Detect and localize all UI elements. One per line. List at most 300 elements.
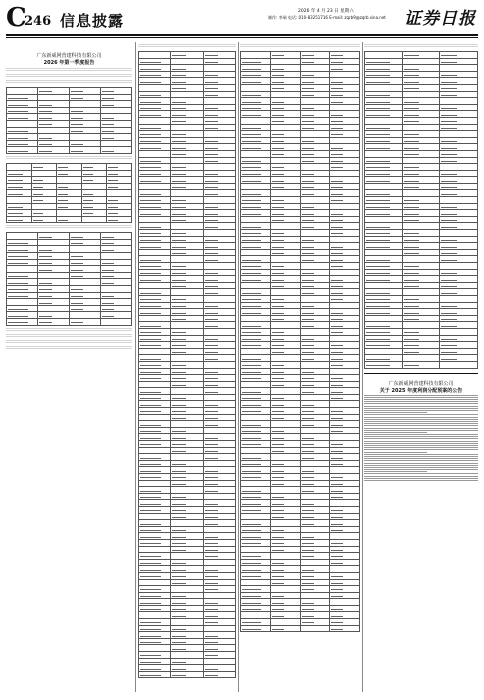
table-cell xyxy=(203,500,235,507)
table-cell xyxy=(38,305,69,312)
table-cell xyxy=(203,124,235,131)
table-cell xyxy=(270,124,300,131)
table-cell xyxy=(203,150,235,157)
table-cell xyxy=(440,335,478,342)
table-cell xyxy=(7,94,38,101)
table-cell xyxy=(203,638,235,645)
table-cell xyxy=(139,408,171,415)
table-row xyxy=(241,474,360,481)
table-cell xyxy=(241,309,271,316)
table-row xyxy=(139,117,236,124)
table-cell xyxy=(300,361,330,368)
table-cell xyxy=(241,572,271,579)
table-cell xyxy=(107,210,132,217)
table-cell xyxy=(139,454,171,461)
newspaper-logo: 证券日报 xyxy=(404,9,476,29)
table-cell xyxy=(402,249,440,256)
table-cell xyxy=(203,625,235,632)
table-cell xyxy=(57,210,82,217)
table-cell xyxy=(270,401,300,408)
table-cell xyxy=(330,381,360,388)
table-cell xyxy=(270,559,300,566)
table-row xyxy=(241,467,360,474)
table-cell xyxy=(171,605,203,612)
table-row xyxy=(139,553,236,560)
table-cell xyxy=(57,196,82,203)
table-cell xyxy=(241,414,271,421)
table-cell xyxy=(7,147,38,154)
table-cell xyxy=(330,157,360,164)
table-cell xyxy=(365,78,403,85)
table-cell xyxy=(330,249,360,256)
table-cell xyxy=(270,256,300,263)
table-cell xyxy=(270,572,300,579)
table-cell xyxy=(171,348,203,355)
table-cell xyxy=(139,276,171,283)
table-cell xyxy=(270,394,300,401)
table-cell xyxy=(330,104,360,111)
table-cell xyxy=(139,203,171,210)
table-cell xyxy=(171,487,203,494)
table-cell xyxy=(69,305,100,312)
table-cell xyxy=(139,566,171,573)
table-cell xyxy=(330,513,360,520)
table-cell xyxy=(402,203,440,210)
table-cell xyxy=(139,533,171,540)
table-cell xyxy=(330,342,360,349)
table-cell xyxy=(171,230,203,237)
table-cell xyxy=(38,127,69,134)
table-cell xyxy=(107,163,132,170)
table-row xyxy=(7,114,132,121)
table-cell xyxy=(203,170,235,177)
table-cell xyxy=(139,381,171,388)
table-cell xyxy=(241,190,271,197)
table-cell xyxy=(139,164,171,171)
table-cell xyxy=(402,197,440,204)
table-row xyxy=(241,526,360,533)
table-row xyxy=(139,144,236,151)
table-cell xyxy=(7,210,32,217)
table-cell xyxy=(330,546,360,553)
table-cell xyxy=(82,177,107,184)
table-cell xyxy=(57,163,82,170)
table-cell xyxy=(402,157,440,164)
table-cell xyxy=(139,434,171,441)
table-row xyxy=(241,269,360,276)
table-row xyxy=(139,210,236,217)
table-cell xyxy=(270,230,300,237)
table-row xyxy=(7,299,132,306)
table-cell xyxy=(330,447,360,454)
table-cell xyxy=(100,266,131,273)
table-row xyxy=(241,559,360,566)
table-cell xyxy=(241,137,271,144)
table-cell xyxy=(38,292,69,299)
table-row xyxy=(241,243,360,250)
table-cell xyxy=(440,276,478,283)
table-cell xyxy=(139,144,171,151)
table-cell xyxy=(7,203,32,210)
issue-date: 2026 年 4 月 23 日 星期六 xyxy=(298,9,354,14)
table-cell xyxy=(139,625,171,632)
table-cell xyxy=(330,124,360,131)
table-cell xyxy=(241,263,271,270)
table-row xyxy=(241,421,360,428)
table-cell xyxy=(171,256,203,263)
table-cell xyxy=(171,315,203,322)
table-cell xyxy=(203,256,235,263)
table-cell xyxy=(241,361,271,368)
table-cell xyxy=(365,117,403,124)
table-cell xyxy=(270,137,300,144)
table-row xyxy=(365,289,478,296)
table-cell xyxy=(300,454,330,461)
table-row xyxy=(365,84,478,91)
table-row xyxy=(365,216,478,223)
table-row xyxy=(7,120,132,127)
table-cell xyxy=(203,645,235,652)
table-cell xyxy=(171,375,203,382)
table-cell xyxy=(270,263,300,270)
table-cell xyxy=(69,120,100,127)
table-row xyxy=(241,197,360,204)
table-cell xyxy=(69,140,100,147)
table-cell xyxy=(270,65,300,72)
table-cell xyxy=(330,302,360,309)
table-cell xyxy=(171,295,203,302)
table-cell xyxy=(38,134,69,141)
table-cell xyxy=(365,355,403,362)
table-cell xyxy=(32,177,57,184)
table-cell xyxy=(100,253,131,260)
table-row xyxy=(139,671,236,678)
table-cell xyxy=(139,513,171,520)
table-cell xyxy=(241,197,271,204)
table-cell xyxy=(203,295,235,302)
table-cell xyxy=(440,269,478,276)
table-row xyxy=(365,335,478,342)
table-cell xyxy=(402,124,440,131)
table-row xyxy=(7,292,132,299)
table-cell xyxy=(171,493,203,500)
table-cell xyxy=(440,223,478,230)
table-row xyxy=(241,216,360,223)
table-cell xyxy=(241,579,271,586)
table-cell xyxy=(82,210,107,217)
table-cell xyxy=(241,144,271,151)
table-row xyxy=(241,427,360,434)
table-cell xyxy=(203,117,235,124)
table-row xyxy=(139,223,236,230)
table-cell xyxy=(300,427,330,434)
table-cell xyxy=(270,566,300,573)
table-row xyxy=(365,361,478,368)
table-cell xyxy=(241,546,271,553)
table-cell xyxy=(57,216,82,223)
table-cell xyxy=(171,408,203,415)
table-row xyxy=(139,335,236,342)
table-cell xyxy=(38,120,69,127)
table-cell xyxy=(402,91,440,98)
table-cell xyxy=(139,256,171,263)
table-cell xyxy=(203,58,235,65)
table-cell xyxy=(171,553,203,560)
table-row xyxy=(139,177,236,184)
table-row xyxy=(7,177,132,184)
table-row xyxy=(241,619,360,626)
table-cell xyxy=(300,98,330,105)
table-cell xyxy=(365,230,403,237)
table-cell xyxy=(300,131,330,138)
table-cell xyxy=(203,223,235,230)
table-cell xyxy=(440,190,478,197)
table-cell xyxy=(171,513,203,520)
table-cell xyxy=(402,328,440,335)
table-cell xyxy=(440,295,478,302)
table-cell xyxy=(440,104,478,111)
table-row xyxy=(7,233,132,240)
table-cell xyxy=(171,566,203,573)
table-cell xyxy=(440,131,478,138)
table-cell xyxy=(330,216,360,223)
table-cell xyxy=(300,421,330,428)
table-cell xyxy=(402,190,440,197)
table-cell xyxy=(171,401,203,408)
table-row xyxy=(139,164,236,171)
table-row xyxy=(7,101,132,108)
table-cell xyxy=(440,256,478,263)
body-text xyxy=(6,225,132,229)
table-row xyxy=(241,401,360,408)
table-cell xyxy=(270,131,300,138)
table-cell xyxy=(171,434,203,441)
table-cell xyxy=(69,101,100,108)
table-cell xyxy=(440,98,478,105)
table-cell xyxy=(270,328,300,335)
table-cell xyxy=(203,408,235,415)
table-cell xyxy=(171,579,203,586)
table-cell xyxy=(300,414,330,421)
table-cell xyxy=(300,408,330,415)
table-cell xyxy=(100,88,131,95)
table-cell xyxy=(203,401,235,408)
table-cell xyxy=(171,150,203,157)
table-cell xyxy=(241,124,271,131)
table-cell xyxy=(203,612,235,619)
table-cell xyxy=(171,157,203,164)
table-cell xyxy=(330,71,360,78)
table-cell xyxy=(300,447,330,454)
masthead-rule xyxy=(6,34,478,36)
table-cell xyxy=(203,533,235,540)
table-cell xyxy=(365,137,403,144)
table-row xyxy=(241,388,360,395)
table-cell xyxy=(440,65,478,72)
table-cell xyxy=(139,388,171,395)
table-cell xyxy=(300,559,330,566)
table-cell xyxy=(330,493,360,500)
table-cell xyxy=(203,619,235,626)
table-cell xyxy=(241,625,271,632)
table-cell xyxy=(300,566,330,573)
balance-sheet-table xyxy=(6,232,132,325)
table-cell xyxy=(241,230,271,237)
table-row xyxy=(241,104,360,111)
table-cell xyxy=(7,101,38,108)
table-cell xyxy=(365,98,403,105)
table-cell xyxy=(139,210,171,217)
table-cell xyxy=(171,586,203,593)
table-cell xyxy=(270,164,300,171)
table-row xyxy=(241,500,360,507)
masthead-rule-thin xyxy=(6,37,478,38)
table-row xyxy=(365,243,478,250)
table-cell xyxy=(203,572,235,579)
table-row xyxy=(139,572,236,579)
table-cell xyxy=(69,292,100,299)
table-cell xyxy=(330,170,360,177)
table-row xyxy=(139,526,236,533)
table-cell xyxy=(139,579,171,586)
table-cell xyxy=(365,263,403,270)
table-cell xyxy=(270,98,300,105)
table-cell xyxy=(300,388,330,395)
table-cell xyxy=(300,65,330,72)
table-row xyxy=(7,319,132,326)
table-cell xyxy=(241,276,271,283)
table-cell xyxy=(300,282,330,289)
table-cell xyxy=(139,487,171,494)
table-cell xyxy=(139,170,171,177)
table-row xyxy=(139,579,236,586)
table-cell xyxy=(171,500,203,507)
table-row xyxy=(139,625,236,632)
table-cell xyxy=(365,328,403,335)
table-row xyxy=(241,520,360,527)
table-cell xyxy=(171,117,203,124)
table-row xyxy=(241,84,360,91)
table-row xyxy=(139,328,236,335)
table-cell xyxy=(402,111,440,118)
table-cell xyxy=(365,84,403,91)
table-cell xyxy=(171,177,203,184)
table-cell xyxy=(203,652,235,659)
table-cell xyxy=(139,71,171,78)
table-row xyxy=(139,441,236,448)
table-row xyxy=(241,586,360,593)
table-cell xyxy=(270,197,300,204)
table-cell xyxy=(203,474,235,481)
table-cell xyxy=(203,566,235,573)
table-cell xyxy=(69,107,100,114)
table-cell xyxy=(203,322,235,329)
table-cell xyxy=(38,246,69,253)
table-caption xyxy=(364,44,478,48)
table-cell xyxy=(402,282,440,289)
table-cell xyxy=(7,183,32,190)
table-cell xyxy=(171,645,203,652)
table-cell xyxy=(241,164,271,171)
table-cell xyxy=(171,381,203,388)
table-cell xyxy=(139,58,171,65)
table-cell xyxy=(300,309,330,316)
table-cell xyxy=(203,586,235,593)
section-title: 信息披露 xyxy=(60,12,125,30)
table-cell xyxy=(171,539,203,546)
table-cell xyxy=(241,447,271,454)
table-cell xyxy=(402,131,440,138)
section-letter: C xyxy=(6,3,27,33)
table-row xyxy=(241,493,360,500)
table-cell xyxy=(38,88,69,95)
table-row xyxy=(241,454,360,461)
table-row xyxy=(7,210,132,217)
table-cell xyxy=(330,269,360,276)
table-cell xyxy=(171,394,203,401)
table-cell xyxy=(270,592,300,599)
table-cell xyxy=(171,302,203,309)
table-cell xyxy=(100,239,131,246)
table-row xyxy=(139,539,236,546)
table-row xyxy=(365,170,478,177)
table-cell xyxy=(241,269,271,276)
table-cell xyxy=(270,546,300,553)
table-cell xyxy=(171,414,203,421)
table-cell xyxy=(139,539,171,546)
table-row xyxy=(241,302,360,309)
table-cell xyxy=(171,533,203,540)
table-row xyxy=(241,111,360,118)
table-cell xyxy=(241,388,271,395)
table-cell xyxy=(139,520,171,527)
table-cell xyxy=(440,243,478,250)
table-row xyxy=(241,414,360,421)
table-row xyxy=(241,276,360,283)
table-cell xyxy=(402,52,440,59)
table-cell xyxy=(365,190,403,197)
table-cell xyxy=(203,164,235,171)
table-cell xyxy=(139,506,171,513)
table-cell xyxy=(300,263,330,270)
table-cell xyxy=(171,559,203,566)
table-row xyxy=(365,137,478,144)
column-quarterly-report xyxy=(6,42,132,692)
table-cell xyxy=(365,243,403,250)
table-row xyxy=(139,282,236,289)
table-cell xyxy=(300,276,330,283)
table-cell xyxy=(171,58,203,65)
table-cell xyxy=(241,539,271,546)
table-cell xyxy=(107,177,132,184)
table-row xyxy=(241,263,360,270)
table-cell xyxy=(203,394,235,401)
table-cell xyxy=(440,342,478,349)
table-cell xyxy=(300,52,330,59)
table-cell xyxy=(440,150,478,157)
table-cell xyxy=(100,140,131,147)
table-row xyxy=(241,295,360,302)
table-cell xyxy=(241,612,271,619)
table-cell xyxy=(203,434,235,441)
table-cell xyxy=(270,487,300,494)
table-row xyxy=(365,348,478,355)
table-cell xyxy=(440,210,478,217)
table-row xyxy=(139,493,236,500)
table-cell xyxy=(171,276,203,283)
table-cell xyxy=(241,599,271,606)
table-row xyxy=(139,183,236,190)
